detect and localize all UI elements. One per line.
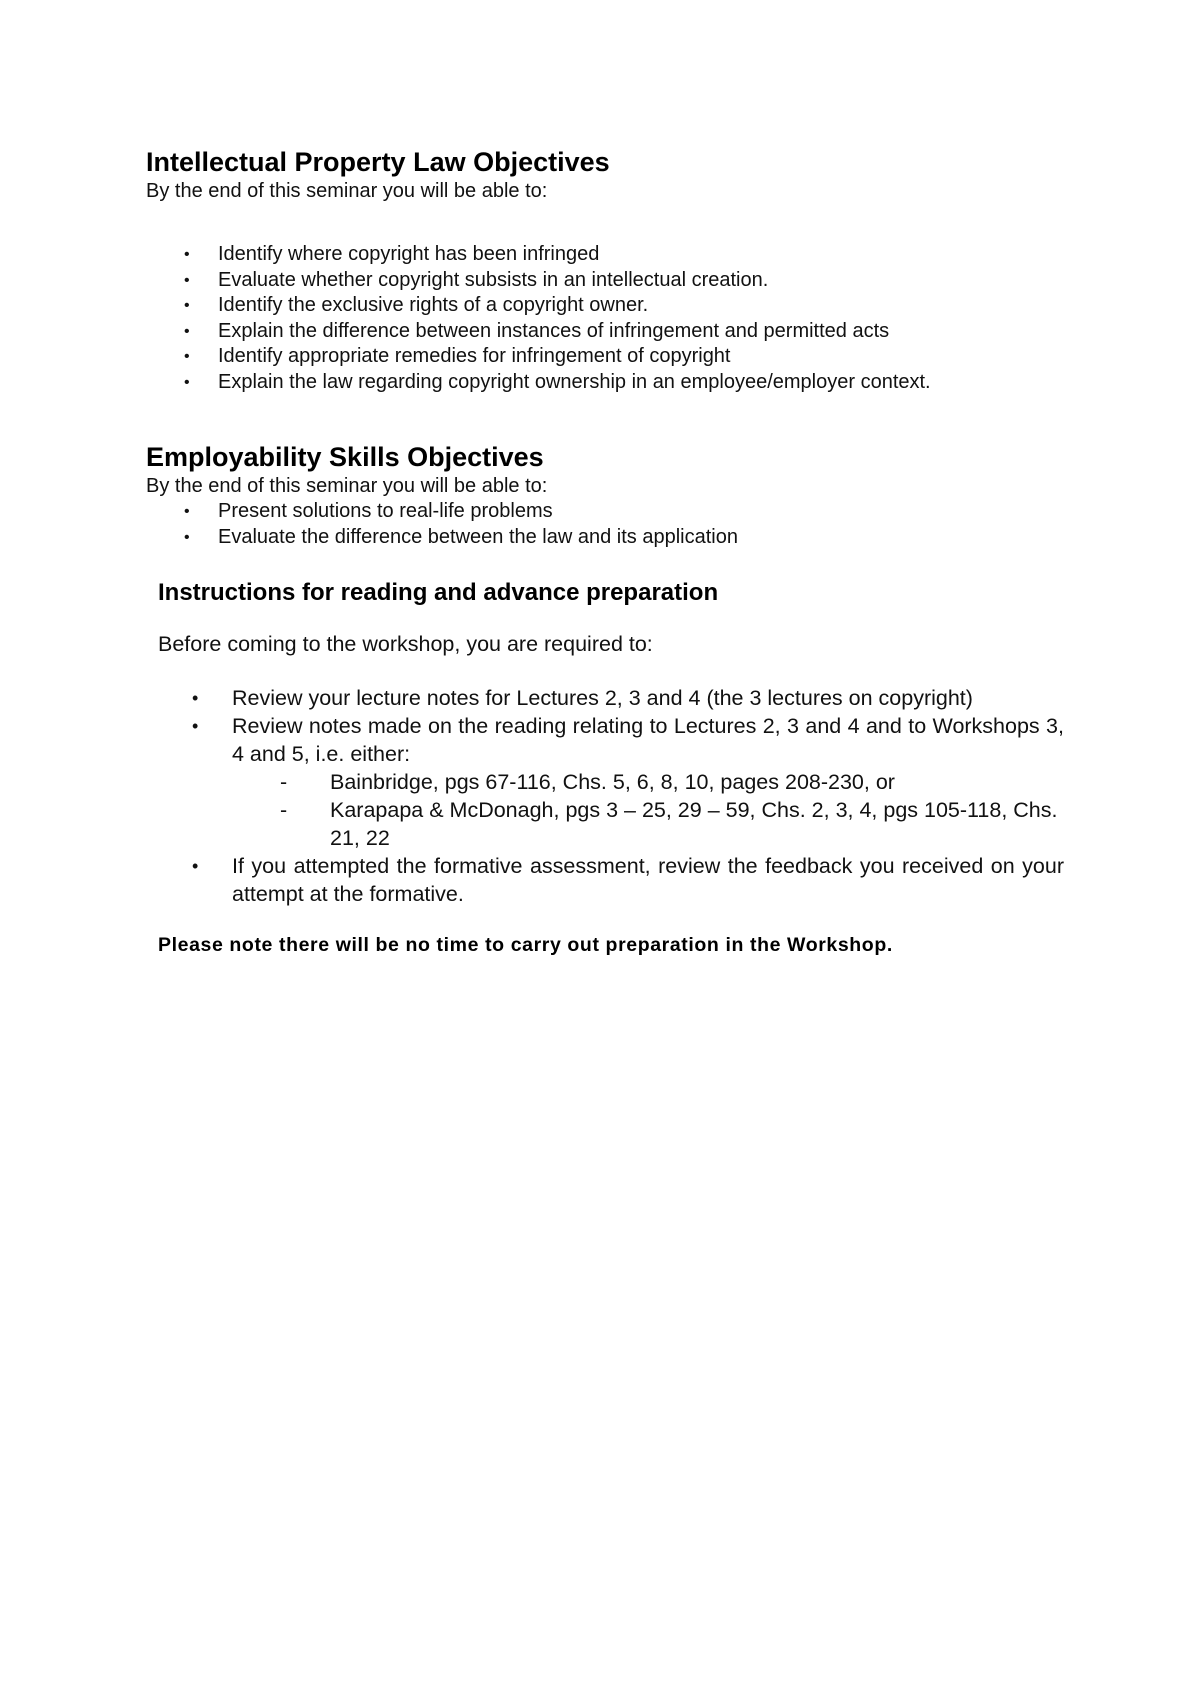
bullet-icon: • [192,688,199,708]
bullet-icon: • [184,348,190,366]
list-item: • Identify appropriate remedies for infringement of copyright [146,344,1146,370]
instructions-section [158,578,1158,958]
list-item: • Explain the law regarding copyright ownership in an employee/employer context. [146,370,1146,396]
list-item: • Review your lecture notes for Lectures 2, 3 and 4 (the 3 lectures on copyright) [192,686,973,710]
ip-objectives-intro: By the end of this seminar you will be able to: [146,180,548,202]
employability-objectives-title: Employability Skills Objectives [146,442,544,472]
sub-list-item: - Bainbridge, pgs 67-116, Chs. 5, 6, 8, 10, pages 208-230, or [280,770,895,794]
instructions-intro: Before coming to the workshop, you are required to: [158,632,653,656]
bullet-icon: • [184,322,190,340]
sub-list-item: - Karapapa & McDonagh, pgs 3 – 25, 29 – 59, Chs. 2, 3, 4, pgs 105-118, Chs. 21, 22 [280,798,1058,850]
list-item: • Present solutions to real-life problems [146,499,1146,525]
bullet-icon: • [184,373,190,391]
instructions-list [158,684,1064,908]
dash-icon: - [280,770,288,794]
bullet-icon: • [192,716,199,736]
list-item: • Evaluate the difference between the law and its application [146,525,1146,551]
employability-objectives-list [146,499,1146,550]
dash-icon: - [280,798,288,822]
reading-options-list [232,768,1064,852]
list-item: • Identify where copyright has been infringed [146,242,1146,268]
bullet-icon: • [184,297,190,315]
ip-objectives-list [146,242,1146,396]
list-item: • Evaluate whether copyright subsists in an intellectual creation. [146,268,1146,294]
preparation-note: Please note there will be no time to carry out preparation in the Workshop. [158,934,893,956]
ip-objectives-title: Intellectual Property Law Objectives [146,147,610,177]
employability-objectives-intro: By the end of this seminar you will be able to: [146,475,548,497]
bullet-icon: • [184,246,190,263]
list-item: • Explain the difference between instances of infringement and permitted acts [146,319,1146,345]
ip-objectives-section [146,146,1146,396]
list-item: • Review notes made on the reading relating to Lectures 2, 3 and 4 and to Workshops 3, 4 and 5, i.e. either: - Bainbridge, pgs 67-116, Chs. 5, 6, 8, 10, pages 208-230, or - Karapapa & McDonagh, pgs 3 – 25, 29 – 59, Chs. 2, 3, 4, pgs 105-118, Chs. 21, 22 [192,714,1064,850]
bullet-icon: • [184,503,190,520]
bullet-icon: • [192,856,199,876]
bullet-icon: • [184,528,190,546]
employability-objectives-section [146,441,1146,550]
list-item: • If you attempted the formative assessment, review the feedback you received on your attempt at the formative. [192,854,1064,906]
bullet-icon: • [184,271,190,289]
instructions-title: Instructions for reading and advance preparation [158,579,719,606]
list-item: • Identify the exclusive rights of a copyright owner. [146,293,1146,319]
